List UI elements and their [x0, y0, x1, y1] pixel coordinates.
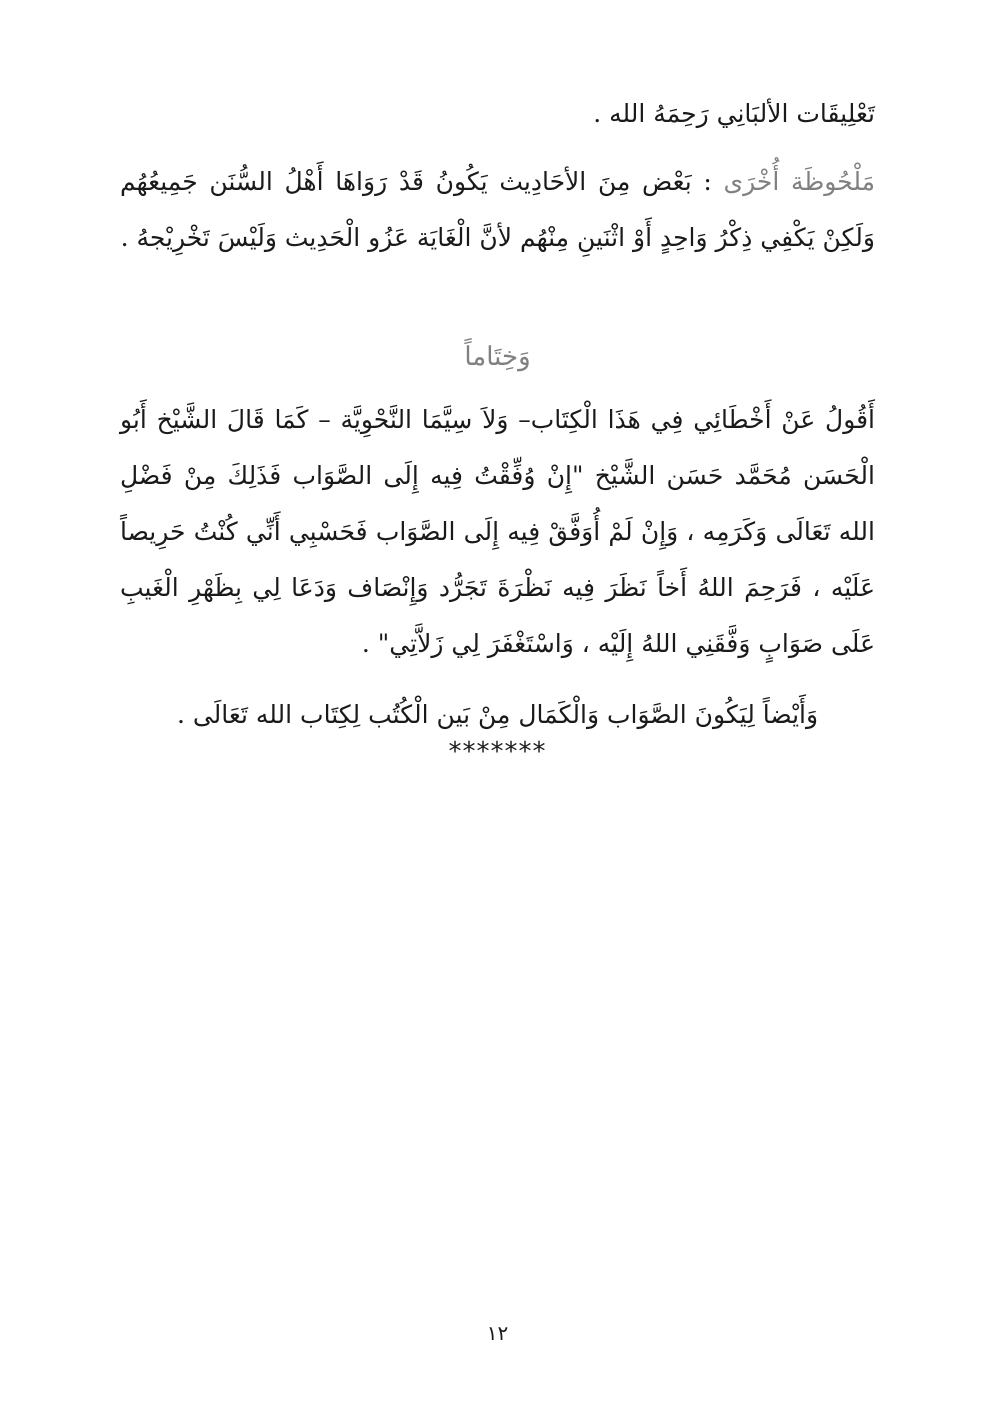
note-text: : بَعْض مِنَ الأحَادِيث يَكُونُ قَدْ رَوَاهَا أَهْلُ السُّنَن جَمِيعُهُم وَلَكِنْ يَكْفِي ذِكْرُ وَاحِدٍ أَوْ اثْنَينِ مِنْهُم لأنَّ الْغَايَة عَزُو الْحَدِيث وَلَيْسَ تَخْرِيْجهُ . — [120, 167, 875, 252]
opening-line-text: تَعْلِيقَات الألبَانِي رَحِمَهُ الله . — [593, 99, 875, 128]
page-number: ١٢ — [486, 1321, 509, 1345]
opening-line — [120, 86, 875, 142]
closing-paragraph: أَقُولُ عَنْ أَخْطَائِي فِي هَذَا الْكِتَاب– وَلاَ سِيَّمَا النَّحْوِيَّة – كَمَا قَالَ الشَّيْخ أَبُو الْحَسَن مُحَمَّد حَسَن الشَّيْخ "إِنْ وُفِّقْتُ فِيه إِلَى الصَّوَاب فَذَلِكَ مِنْ فَضْلِ الله تَعَالَى وَكَرَمِه ، وَإِنْ لَمْ أُوَفَّقْ فِيه إِلَى الصَّوَاب فَحَسْبِي أَنِّي كُنْتُ حَرِيصاً عَلَيْه ، فَرَحِمَ اللهُ أَخاً نَظَرَ فِيه نَظْرَةَ تَجَرُّد وَإِنْصَاف وَدَعَا لِي بِظَهْرِ الْغَيبِ عَلَى صَوَابٍ وَفَّقَنِي اللهُ إِلَيْه ، وَاسْتَغْفَرَ لِي زَلاَّتِي" . — [120, 405, 875, 658]
note-paragraph — [120, 154, 875, 266]
note-label: مَلْحُوظَة أُخْرَى — [723, 167, 875, 196]
separator-asterisks: ******* — [448, 737, 547, 767]
section-heading: وَخِتَاماً — [464, 342, 531, 372]
final-line: وَأَيْضاً لِيَكُونَ الصَّوَاب وَالْكَمَال مِنْ بَين الْكُتُب لِكِتَاب الله تَعَالَى . — [176, 700, 819, 729]
